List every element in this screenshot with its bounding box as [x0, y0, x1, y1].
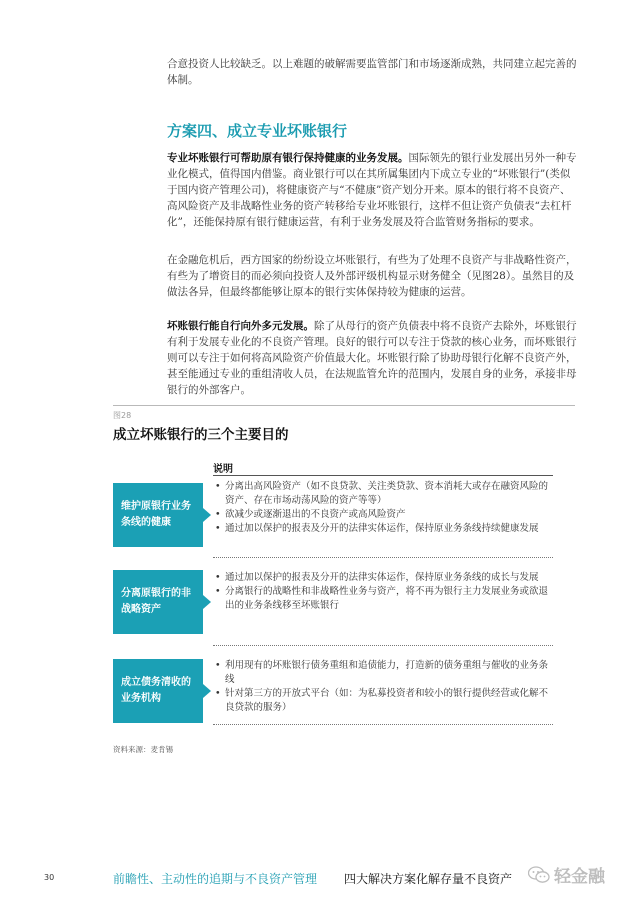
paragraph-3-body: 除了从母行的资产负债表中将不良资产去除外，坏账银行有利于发展专业化的不良资产管理。良好的银行可以专注于贷款的核心业务，而坏账银行则可以专注于如何将高风险资产价值最大化。坏账银行除了协助母银行化解不良资产外，甚至能通过专业的重组清收人员，在法规监管允许的范围内，发展自身的业务，承接非母银行的外部客户。 [167, 320, 577, 396]
purpose-list-1 [215, 480, 555, 536]
wechat-icon [528, 866, 550, 884]
list-item: • 通过加以保护的报表及分开的法律实体运作，保持原业务条线的成长与发展 [215, 571, 555, 585]
purpose-box-1-label: 维护原银行业务条线的健康 [121, 501, 191, 528]
footer-report-title: 前瞻性、主动性的追期与不良资产管理 [113, 872, 318, 886]
purpose-list-3 [215, 659, 555, 715]
section-title: 方案四、成立专业坏账银行 [167, 122, 348, 140]
row-divider-3 [213, 724, 553, 725]
purpose-list-2 [215, 571, 555, 613]
paragraph-1-body: 国际领先的银行业发展出另外一种专业化模式，值得国内借鉴。商业银行可以在其所属集团内下成立专业的“坏账银行”(类似于国内资产管理公司)，将健康资产与“不健康”资产划分开来。原本的银行将不良资产、高风险资产及非战略性业务的资产转移给专业坏账银行，这样不但让资产负债表“去杠杆化”，还能保持原有银行健康运营，有利于业务发展及符合监管财务指标的要求。 [167, 152, 577, 228]
figure-title: 成立坏账银行的三个主要目的 [113, 427, 289, 443]
list-item: • 分离出高风险资产（如不良贷款、关注类贷款、资本消耗大或存在融资风险的资产、存在市场动荡风险的资产等等） [215, 480, 555, 508]
figure-top-rule [113, 405, 575, 406]
paragraph-3-lead: 坏账银行能自行向外多元发展。 [167, 320, 314, 332]
figure-column-header: 说明 [213, 464, 233, 475]
list-item: • 利用现有的坏账银行债务重组和追债能力，打造新的债务重组与催收的业务条线 [215, 659, 555, 687]
row-divider-1 [213, 557, 553, 558]
paragraph-1 [167, 150, 577, 230]
paragraph-1-lead: 专业坏账银行可帮助原有银行保持健康的业务发展。 [167, 152, 409, 164]
figure-source: 资料来源：麦肯锡 [113, 745, 173, 754]
purpose-arrow-1-icon [203, 508, 211, 522]
figure-header-rule [213, 475, 553, 476]
purpose-box-3 [113, 659, 203, 723]
purpose-box-2-label: 分离原银行的非战略资产 [121, 588, 191, 615]
watermark [528, 862, 605, 887]
purpose-box-1 [113, 483, 203, 547]
intro-paragraph: 合意投资人比较缺乏。以上难题的破解需要监管部门和市场逐渐成熟，共同建立起完善的体制。 [167, 58, 577, 86]
page-number: 30 [44, 873, 55, 882]
list-item: • 分离银行的战略性和非战略性业务与资产，将不再为银行主力发展业务或欲退出的业务条线移至坏账银行 [215, 585, 555, 613]
watermark-text: 轻金融 [554, 867, 605, 887]
list-item: • 欲减少或逐渐退出的不良资产或高风险资产 [215, 508, 555, 522]
purpose-box-3-label: 成立债务清收的业务机构 [121, 677, 191, 704]
purpose-arrow-2-icon [203, 595, 211, 609]
paragraph-2: 在金融危机后，西方国家的纷纷设立坏账银行，有些为了处理不良资产与非战略性资产，有些为了增资目的而必须向投资人及外部评级机构显示财务健全（见图28）。虽然目的及做法各异，但最终都能够让原本的银行实体保持较为健康的运营。 [167, 254, 577, 298]
figure-label: 图28 [113, 411, 132, 420]
list-item: • 通过加以保护的报表及分开的法律实体运作，保持原业务条线持续健康发展 [215, 522, 555, 536]
footer-chapter-title: 四大解决方案化解存量不良资产 [344, 872, 513, 886]
row-divider-2 [213, 645, 553, 646]
purpose-box-2 [113, 570, 203, 634]
list-item: • 针对第三方的开放式平台（如：为私募投资者和较小的银行提供经营或化解不良贷款的服务） [215, 687, 555, 715]
purpose-arrow-3-icon [203, 684, 211, 698]
paragraph-3 [167, 318, 577, 398]
